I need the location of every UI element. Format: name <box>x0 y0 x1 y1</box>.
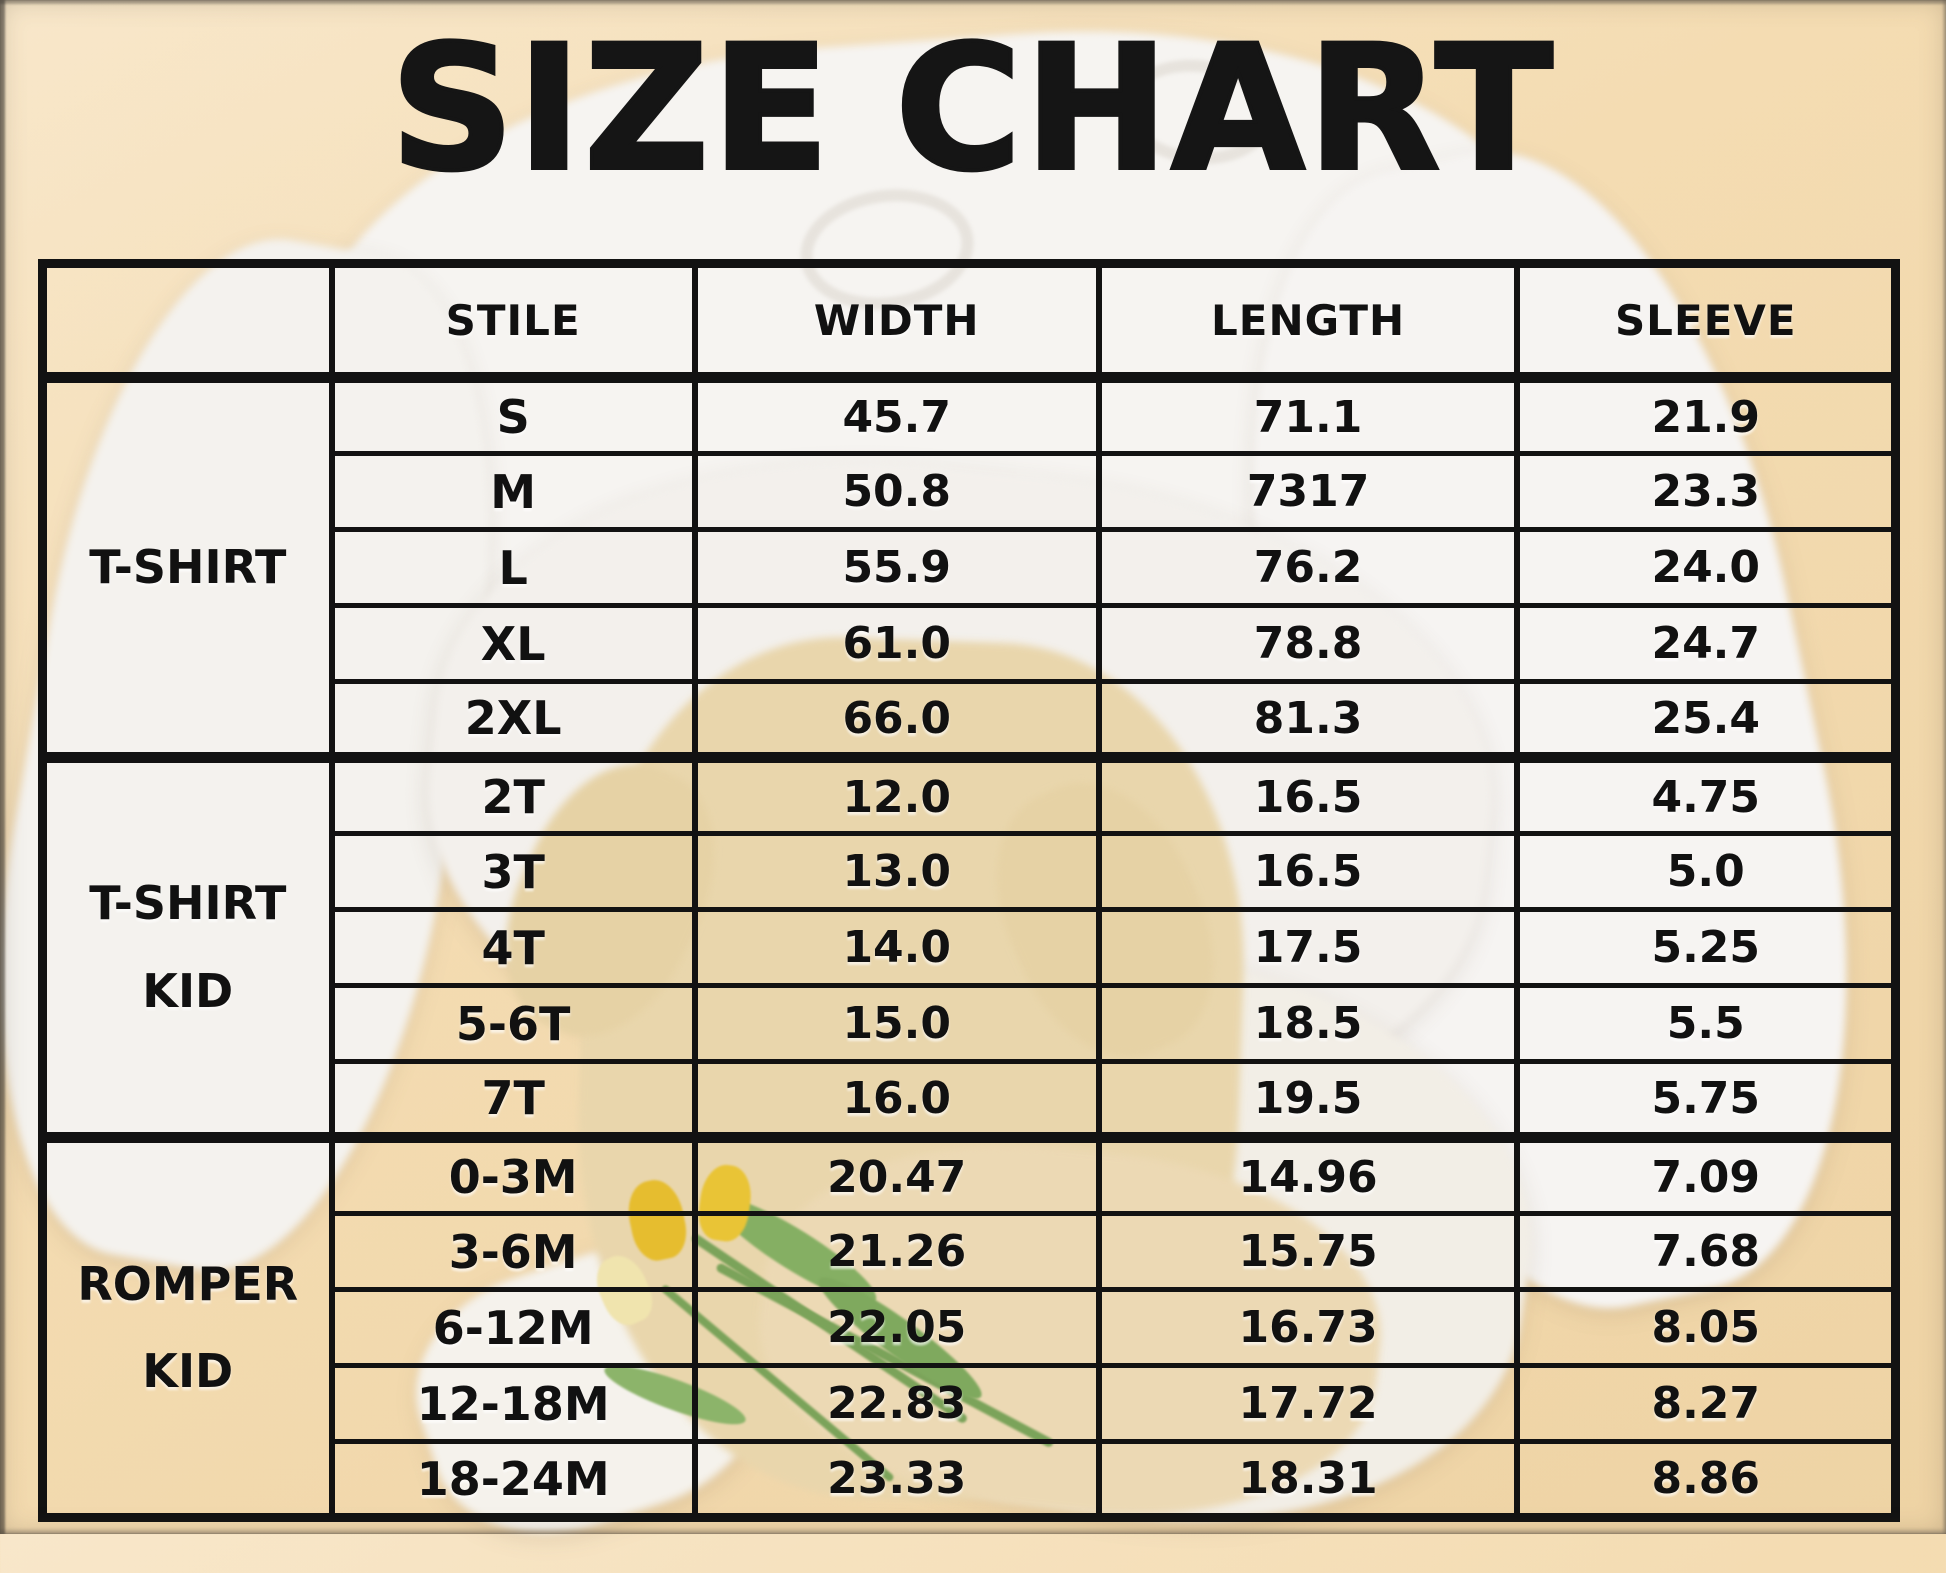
size-cell: 6-12M <box>332 1290 695 1366</box>
length-cell: 17.72 <box>1099 1366 1518 1442</box>
width-cell: 15.0 <box>695 986 1099 1062</box>
width-cell: 22.83 <box>695 1366 1099 1442</box>
header-row <box>43 264 1896 378</box>
length-cell: 16.5 <box>1099 834 1518 910</box>
width-cell: 45.7 <box>695 378 1099 454</box>
length-cell: 76.2 <box>1099 530 1518 606</box>
width-cell: 66.0 <box>695 682 1099 758</box>
header-sleeve: SLEEVE <box>1517 264 1895 378</box>
table-row <box>43 758 1896 834</box>
sleeve-cell: 21.9 <box>1517 378 1895 454</box>
page-title: SIZE CHART <box>390 8 1556 209</box>
header-category <box>43 264 332 378</box>
length-cell: 16.5 <box>1099 758 1518 834</box>
size-cell: 7T <box>332 1062 695 1138</box>
sleeve-cell: 25.4 <box>1517 682 1895 758</box>
sleeve-cell: 7.09 <box>1517 1138 1895 1214</box>
length-cell: 15.75 <box>1099 1214 1518 1290</box>
size-cell: M <box>332 454 695 530</box>
length-cell: 16.73 <box>1099 1290 1518 1366</box>
size-cell: 0-3M <box>332 1138 695 1214</box>
width-cell: 14.0 <box>695 910 1099 986</box>
size-cell: 2XL <box>332 682 695 758</box>
size-cell: 3T <box>332 834 695 910</box>
length-cell: 18.5 <box>1099 986 1518 1062</box>
sleeve-cell: 4.75 <box>1517 758 1895 834</box>
sleeve-cell: 7.68 <box>1517 1214 1895 1290</box>
width-cell: 13.0 <box>695 834 1099 910</box>
header-stile: STILE <box>332 264 695 378</box>
table-row <box>43 1138 1896 1214</box>
width-cell: 20.47 <box>695 1138 1099 1214</box>
header-length: LENGTH <box>1099 264 1518 378</box>
width-cell: 21.26 <box>695 1214 1099 1290</box>
length-cell: 14.96 <box>1099 1138 1518 1214</box>
sleeve-cell: 8.05 <box>1517 1290 1895 1366</box>
length-cell: 81.3 <box>1099 682 1518 758</box>
width-cell: 12.0 <box>695 758 1099 834</box>
width-cell: 16.0 <box>695 1062 1099 1138</box>
category-cell-romper-kid: ROMPER KID <box>43 1138 332 1518</box>
sleeve-cell: 5.0 <box>1517 834 1895 910</box>
size-cell: 12-18M <box>332 1366 695 1442</box>
table-row <box>43 378 1896 454</box>
length-cell: 18.31 <box>1099 1442 1518 1518</box>
sleeve-cell: 8.86 <box>1517 1442 1895 1518</box>
header-width: WIDTH <box>695 264 1099 378</box>
sleeve-cell: 24.7 <box>1517 606 1895 682</box>
width-cell: 55.9 <box>695 530 1099 606</box>
size-cell: 18-24M <box>332 1442 695 1518</box>
sleeve-cell: 5.75 <box>1517 1062 1895 1138</box>
length-cell: 19.5 <box>1099 1062 1518 1138</box>
width-cell: 61.0 <box>695 606 1099 682</box>
length-cell: 71.1 <box>1099 378 1518 454</box>
size-cell: S <box>332 378 695 454</box>
size-cell: 4T <box>332 910 695 986</box>
sleeve-cell: 8.27 <box>1517 1366 1895 1442</box>
category-cell-tshirt: T-SHIRT <box>43 378 332 758</box>
sleeve-cell: 23.3 <box>1517 454 1895 530</box>
length-cell: 17.5 <box>1099 910 1518 986</box>
size-cell: L <box>332 530 695 606</box>
size-cell: 5-6T <box>332 986 695 1062</box>
size-cell: XL <box>332 606 695 682</box>
size-chart-table <box>38 259 1900 1522</box>
sleeve-cell: 24.0 <box>1517 530 1895 606</box>
width-cell: 50.8 <box>695 454 1099 530</box>
sleeve-cell: 5.25 <box>1517 910 1895 986</box>
length-cell: 78.8 <box>1099 606 1518 682</box>
size-cell: 2T <box>332 758 695 834</box>
category-cell-tshirt-kid: T-SHIRT KID <box>43 758 332 1138</box>
sleeve-cell: 5.5 <box>1517 986 1895 1062</box>
width-cell: 23.33 <box>695 1442 1099 1518</box>
width-cell: 22.05 <box>695 1290 1099 1366</box>
size-cell: 3-6M <box>332 1214 695 1290</box>
length-cell: 7317 <box>1099 454 1518 530</box>
